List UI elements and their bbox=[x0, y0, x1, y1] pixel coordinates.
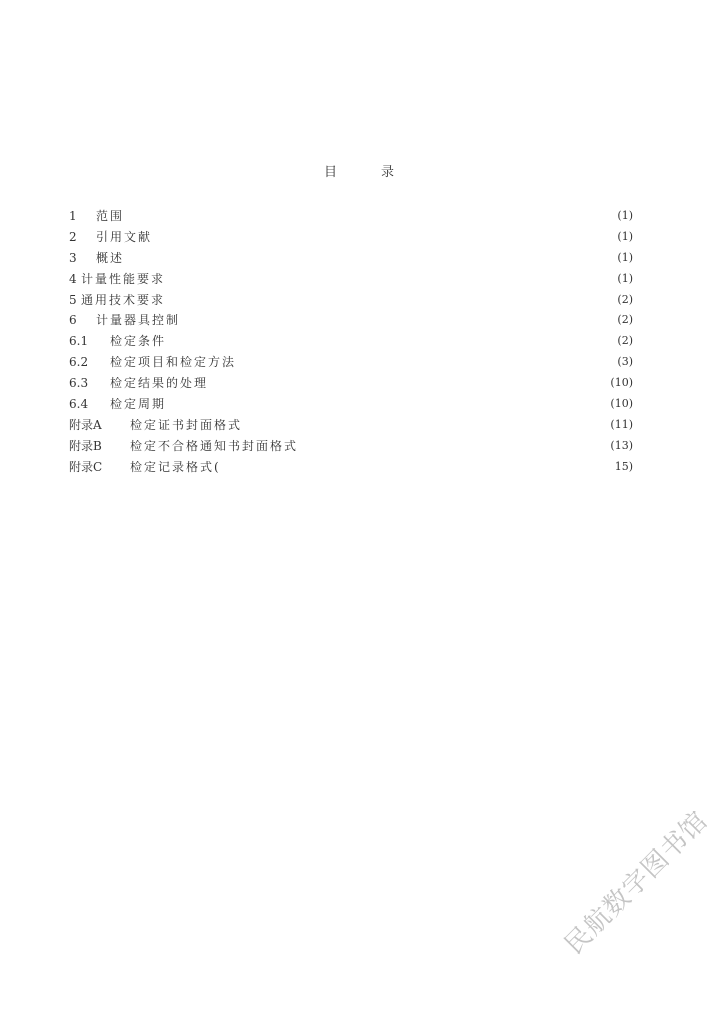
toc-entry-appendix-c[interactable] bbox=[69, 457, 633, 478]
toc-entry-number: 6.2 bbox=[69, 355, 89, 370]
toc-entry-page: (1) bbox=[617, 229, 633, 243]
toc-entry-number: 附录C bbox=[69, 459, 103, 474]
toc-entry-label: 检定条件 bbox=[110, 334, 167, 349]
toc-entry-page: (1) bbox=[617, 209, 633, 222]
toc-entry-number: 6.1 bbox=[69, 334, 89, 349]
toc-entry-number: 附录B bbox=[69, 438, 102, 453]
toc-entry-page: 15) bbox=[614, 459, 633, 473]
toc-entry-label: 计量性能要求 bbox=[81, 271, 166, 286]
toc-entry-page: (3) bbox=[617, 355, 633, 369]
table-of-contents bbox=[69, 206, 633, 478]
toc-entry-6-3[interactable] bbox=[69, 373, 633, 394]
toc-entry-number: 3 bbox=[69, 250, 77, 265]
toc-entry-label: 概述 bbox=[96, 250, 125, 265]
toc-entry-label: 检定证书封面格式 bbox=[130, 417, 243, 432]
toc-entry-5[interactable] bbox=[69, 290, 633, 311]
toc-entry-page: (10) bbox=[610, 376, 633, 390]
toc-entry-page: (11) bbox=[610, 417, 633, 431]
toc-entry-page: (10) bbox=[610, 397, 633, 411]
toc-entry-number: 6.4 bbox=[69, 397, 89, 412]
toc-entry-label: 检定记录格式( bbox=[130, 459, 221, 474]
toc-entry-3[interactable] bbox=[69, 248, 633, 269]
toc-entry-label: 检定结果的处理 bbox=[110, 376, 209, 391]
toc-entry-label: 通用技术要求 bbox=[81, 292, 166, 307]
toc-entry-page: (1) bbox=[617, 250, 633, 264]
toc-entry-label: 检定项目和检定方法 bbox=[110, 355, 237, 370]
library-watermark: 民航数字图书馆 bbox=[559, 805, 715, 961]
toc-entry-6[interactable] bbox=[69, 310, 633, 331]
toc-entry-number: 2 bbox=[69, 229, 77, 244]
toc-entry-number: 附录A bbox=[69, 417, 102, 432]
toc-entry-number: 1 bbox=[69, 209, 77, 223]
toc-entry-page: (2) bbox=[617, 334, 633, 348]
toc-entry-number: 5 bbox=[69, 292, 77, 307]
toc-entry-appendix-a[interactable] bbox=[69, 415, 633, 436]
toc-entry-page: (2) bbox=[617, 292, 633, 306]
toc-entry-number: 6.3 bbox=[69, 376, 89, 391]
toc-entry-page: (1) bbox=[617, 271, 633, 285]
toc-entry-label: 检定不合格通知书封面格式 bbox=[130, 438, 299, 453]
toc-entry-appendix-b[interactable] bbox=[69, 436, 633, 457]
toc-entry-1[interactable] bbox=[69, 206, 633, 227]
toc-entry-number: 4 bbox=[69, 271, 77, 286]
toc-entry-label: 计量器具控制 bbox=[96, 313, 181, 328]
toc-entry-label: 引用文献 bbox=[96, 229, 153, 244]
toc-entry-label: 范围 bbox=[96, 209, 125, 223]
toc-entry-6-4[interactable] bbox=[69, 394, 633, 415]
toc-entry-2[interactable] bbox=[69, 227, 633, 248]
toc-entry-6-2[interactable] bbox=[69, 352, 633, 373]
toc-entry-number: 6 bbox=[69, 313, 77, 328]
page-title: 目录 bbox=[323, 165, 438, 180]
toc-entry-4[interactable] bbox=[69, 269, 633, 290]
toc-entry-page: (13) bbox=[610, 438, 633, 452]
toc-entry-6-1[interactable] bbox=[69, 331, 633, 352]
toc-entry-label: 检定周期 bbox=[110, 397, 167, 412]
toc-entry-page: (2) bbox=[617, 313, 633, 327]
